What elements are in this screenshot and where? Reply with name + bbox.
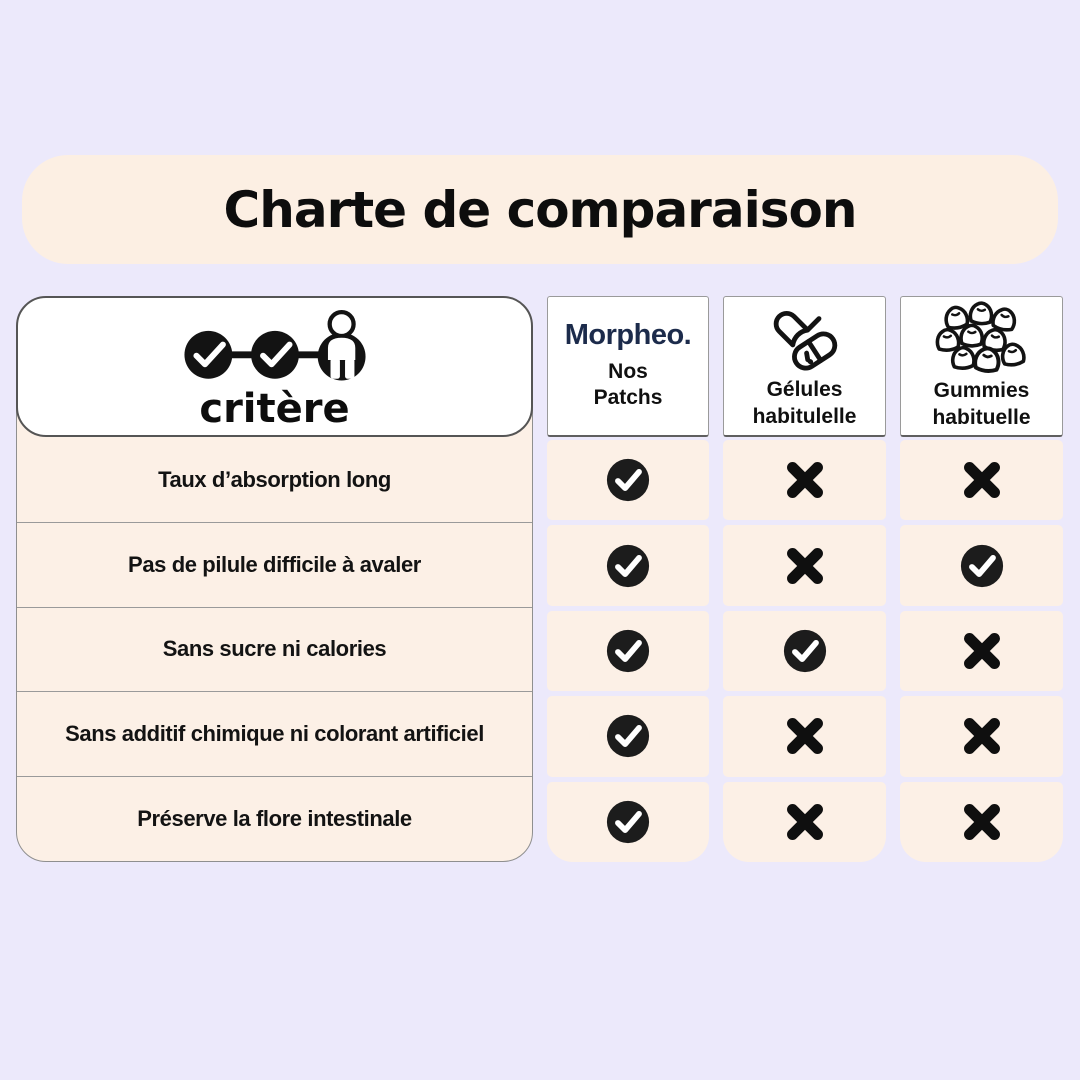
- criterion-row: [17, 776, 532, 861]
- column-header-morpheo: [547, 296, 709, 437]
- cross-icon: [959, 713, 1005, 759]
- result-cell-check: [547, 782, 709, 862]
- result-cell-cross: [900, 782, 1063, 862]
- cross-icon: [782, 543, 828, 589]
- criterion-label: Pas de pilule difficile à avaler: [128, 551, 421, 577]
- result-cell-check: [547, 611, 709, 691]
- cross-icon: [959, 457, 1005, 503]
- column-label-gummies: Gummies habituelle: [932, 379, 1031, 429]
- column-header-gelules: [723, 296, 886, 437]
- result-cell-cross: [900, 440, 1063, 520]
- cross-icon: [782, 713, 828, 759]
- result-cell-cross: [723, 782, 886, 862]
- column-cells-morpheo: [547, 440, 709, 862]
- result-cell-check: [547, 440, 709, 520]
- check-circle-icon: [959, 543, 1005, 589]
- result-cell-check: [900, 525, 1063, 605]
- milestones-person-icon: [156, 307, 394, 389]
- check-circle-icon: [605, 713, 651, 759]
- result-cell-check: [723, 611, 886, 691]
- criterion-label: Taux d’absorption long: [158, 466, 391, 492]
- criterion-label: Préserve la flore intestinale: [137, 806, 412, 832]
- cross-icon: [782, 457, 828, 503]
- criteria-header-label: critère: [199, 385, 350, 432]
- title-banner: [22, 155, 1058, 264]
- cross-icon: [782, 799, 828, 845]
- column-label-gelules: Gélules habitulelle: [752, 378, 857, 428]
- criteria-list: [16, 396, 533, 862]
- page-title: Charte de comparaison: [223, 180, 857, 239]
- column-label-morpheo: Nos Patchs: [593, 359, 663, 409]
- criterion-row: [17, 438, 532, 522]
- result-cell-cross: [723, 696, 886, 776]
- check-circle-icon: [605, 799, 651, 845]
- capsule-icon: [762, 302, 848, 372]
- cross-icon: [959, 799, 1005, 845]
- column-gelules: [723, 296, 886, 862]
- result-cell-check: [547, 696, 709, 776]
- result-cell-check: [547, 525, 709, 605]
- check-circle-icon: [605, 543, 651, 589]
- criterion-row: [17, 691, 532, 776]
- column-gummies: [900, 296, 1063, 862]
- comparison-table: [16, 296, 1063, 862]
- morpheo-logo: Morpheo.: [564, 318, 692, 351]
- column-cells-gelules: [723, 440, 886, 862]
- criterion-row: [17, 522, 532, 607]
- criteria-header: [16, 296, 533, 437]
- result-cell-cross: [900, 611, 1063, 691]
- check-circle-icon: [605, 628, 651, 674]
- check-circle-icon: [782, 628, 828, 674]
- criteria-column: [16, 296, 533, 862]
- criterion-label: Sans additif chimique ni colorant artificiel: [65, 721, 484, 747]
- result-cell-cross: [723, 525, 886, 605]
- criterion-row: [17, 607, 532, 692]
- result-cell-cross: [723, 440, 886, 520]
- column-header-gummies: [900, 296, 1063, 437]
- cross-icon: [959, 628, 1005, 674]
- criterion-label: Sans sucre ni calories: [162, 636, 387, 662]
- check-circle-icon: [605, 457, 651, 503]
- gummies-icon: [932, 301, 1032, 373]
- result-cell-cross: [900, 696, 1063, 776]
- column-morpheo: [547, 296, 709, 862]
- column-cells-gummies: [900, 440, 1063, 862]
